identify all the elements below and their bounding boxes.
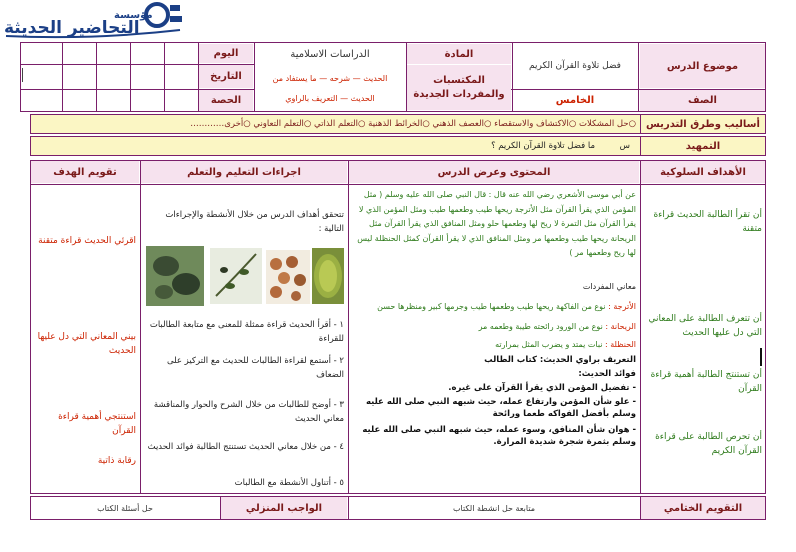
vocab-title: معاني المفردات [582, 282, 636, 291]
gains-label [407, 65, 511, 110]
vocab-3-term: الحنظلة : [605, 340, 636, 349]
lesson-topic-label: موضوع الدرس [640, 44, 765, 88]
final-eval-text: متابعة حل انشطة الكتاب [452, 503, 536, 513]
subject: الدراسات الاسلامية [290, 48, 370, 60]
vocab-3 [354, 338, 636, 352]
vocab-1 [354, 300, 636, 314]
subject-label: المادة [407, 44, 511, 64]
procedure-step-2: ٢ - أستمع لقراءة الطالبات للحديث مع التركيز على الضعاف [166, 356, 344, 380]
evaluation-2: بيني المعاني التي دل عليها الحديث [37, 332, 136, 356]
vocab-1-term: الأترجة : [608, 302, 636, 311]
procedures-intro: تتحقق أهداف الدرس من خلال الأنشطة والإجراءات التالية : [165, 210, 344, 234]
benefit-2: - علو شأن المؤمن وارتفاع عمله، حيث شبهه النبي صلى الله عليه وسلم بأفضل الفواكه طعما ورائحة [365, 397, 636, 419]
fruit-images [146, 246, 344, 306]
intro-question: ما فضل تلاوة القرآن الكريم ؟ [491, 141, 595, 151]
day-label: اليوم [199, 44, 253, 63]
procedure-step-5: ٥ - أتناول الأنشطة مع الطالبات [234, 478, 344, 488]
objective-2: أن تتعرف الطالبة على المعاني التي دل عليها الحديث [648, 314, 762, 338]
vocab-2-def: نوع من الورود رائحته طيبة وطعمه مر [478, 322, 603, 331]
evaluation-3: استنتجي أهمية قراءة القرآن [58, 412, 136, 436]
intro-label: التمهيد [685, 140, 721, 152]
intro-prefix: س [619, 141, 630, 151]
lesson-topic: فضل تلاوة القرآن الكريم [529, 61, 621, 71]
benefits-title: فوائد الحديث: [578, 369, 636, 379]
benefit-3: - هوان شأن المنافق، وسوء عمله، حيث شبهه النبي صلى الله عليه وسلم بثمرة شجرة شديدة المرارة. [362, 425, 636, 447]
brand-line1: مؤسسة [114, 10, 153, 21]
narrator: التعريف براوي الحديث: كتاب الطالب [484, 355, 636, 365]
homework-label: الواجب المنزلي [221, 497, 347, 519]
vocab-3-def: نبات يمتد و يضرب المثل بمرارته [495, 340, 603, 349]
brand-line2: التحاضير الحديثة [4, 18, 140, 38]
hadith-text: عن أبي موسى الأشعري رضي الله عنه قال : قال النبي صلى الله عليه وسلم ( مثل المؤمن الذي يقرأ القرآن مثل الأترجة ريحها طيب وطعمها طيب ومثل المؤمن الذي لا يقرأ القرآن مثل التمرة لا ريح لها وطعمها حلو ومثل المنافق الذي يقرأ القرآن مثل الريحانة ريحها طيب وطعمها مر ومثل المنافق الذي لا يقرأ القرآن كمثل الحنظلة ليس لها ريح وطعمها مر ) [357, 190, 636, 257]
date-label: التاريخ [199, 65, 253, 88]
objective-4: أن تحرص الطالبة على قراءة القرآن الكريم [655, 432, 762, 456]
procedure-step-3: ٣ - أوضح للطالبات من خلال الشرح والحوار والمناقشة معاني الحديث [153, 400, 344, 424]
procedure-step-1: ١ - أقرأ الحديث قراءة ممثلة للمعنى مع متابعة الطالبات للقراءة [149, 320, 344, 344]
objective-3: أن تستنتج الطالبة أهمية قراءة القرآن [650, 370, 762, 394]
fruit-photos-icon [146, 246, 344, 306]
col-evaluation: تقويم الهدف [31, 161, 139, 183]
col-objectives: الأهداف السلوكية [641, 161, 765, 183]
period-label: الحصة [199, 90, 253, 111]
vocab-2 [354, 320, 636, 334]
grade-label: الصف [640, 90, 765, 111]
gains-line2: الحديث — التعريف بالراوي [285, 94, 375, 103]
evaluation-1: اقرئي الحديث قراءة متقنة [38, 236, 136, 246]
procedure-step-4: ٤ - من خلال معاني الحديث تستنتج الطالبة فوائد الحديث [147, 442, 344, 452]
vocab-1-def: نوع من الفاكهة ريحها طيب وطعمها طيب وجرمها كبير ومنظرها حسن [377, 302, 606, 311]
evaluation-4: رقابة ذاتية [97, 456, 136, 466]
gains-line1: الحديث — شرحه — ما يستفاد من [272, 74, 388, 83]
vocab-2-term: الريحانة : [605, 322, 636, 331]
col-procedures: اجراءات التعليم والتعلم [141, 161, 347, 183]
col-content: المحتوى وعرض الدرس [349, 161, 639, 183]
objective-1: أن تقرأ الطالبة الحديث قراءة متقنة [653, 210, 762, 234]
methods-text: ○حل المشكلات ○الاكتشاف والاستقصاء ○العصف الذهني ○الخرائط الذهنية ○التعلم الذاتي ○التعلم التعاوني ○أخرى………… [190, 119, 636, 129]
gains-label-text: المكتسبات والمفردات الجديدة [413, 74, 505, 100]
brand-logo [2, 0, 187, 42]
methods-label: أساليب وطرق التدريس [646, 118, 760, 130]
grade: الخامس [555, 95, 595, 106]
benefit-1: - تفضيل المؤمن الذي يقرأ القرآن على غيره. [448, 383, 636, 393]
final-eval-label: التقويم الختامي [641, 497, 765, 519]
homework-text: حل أسئلة الكتاب [97, 503, 153, 513]
